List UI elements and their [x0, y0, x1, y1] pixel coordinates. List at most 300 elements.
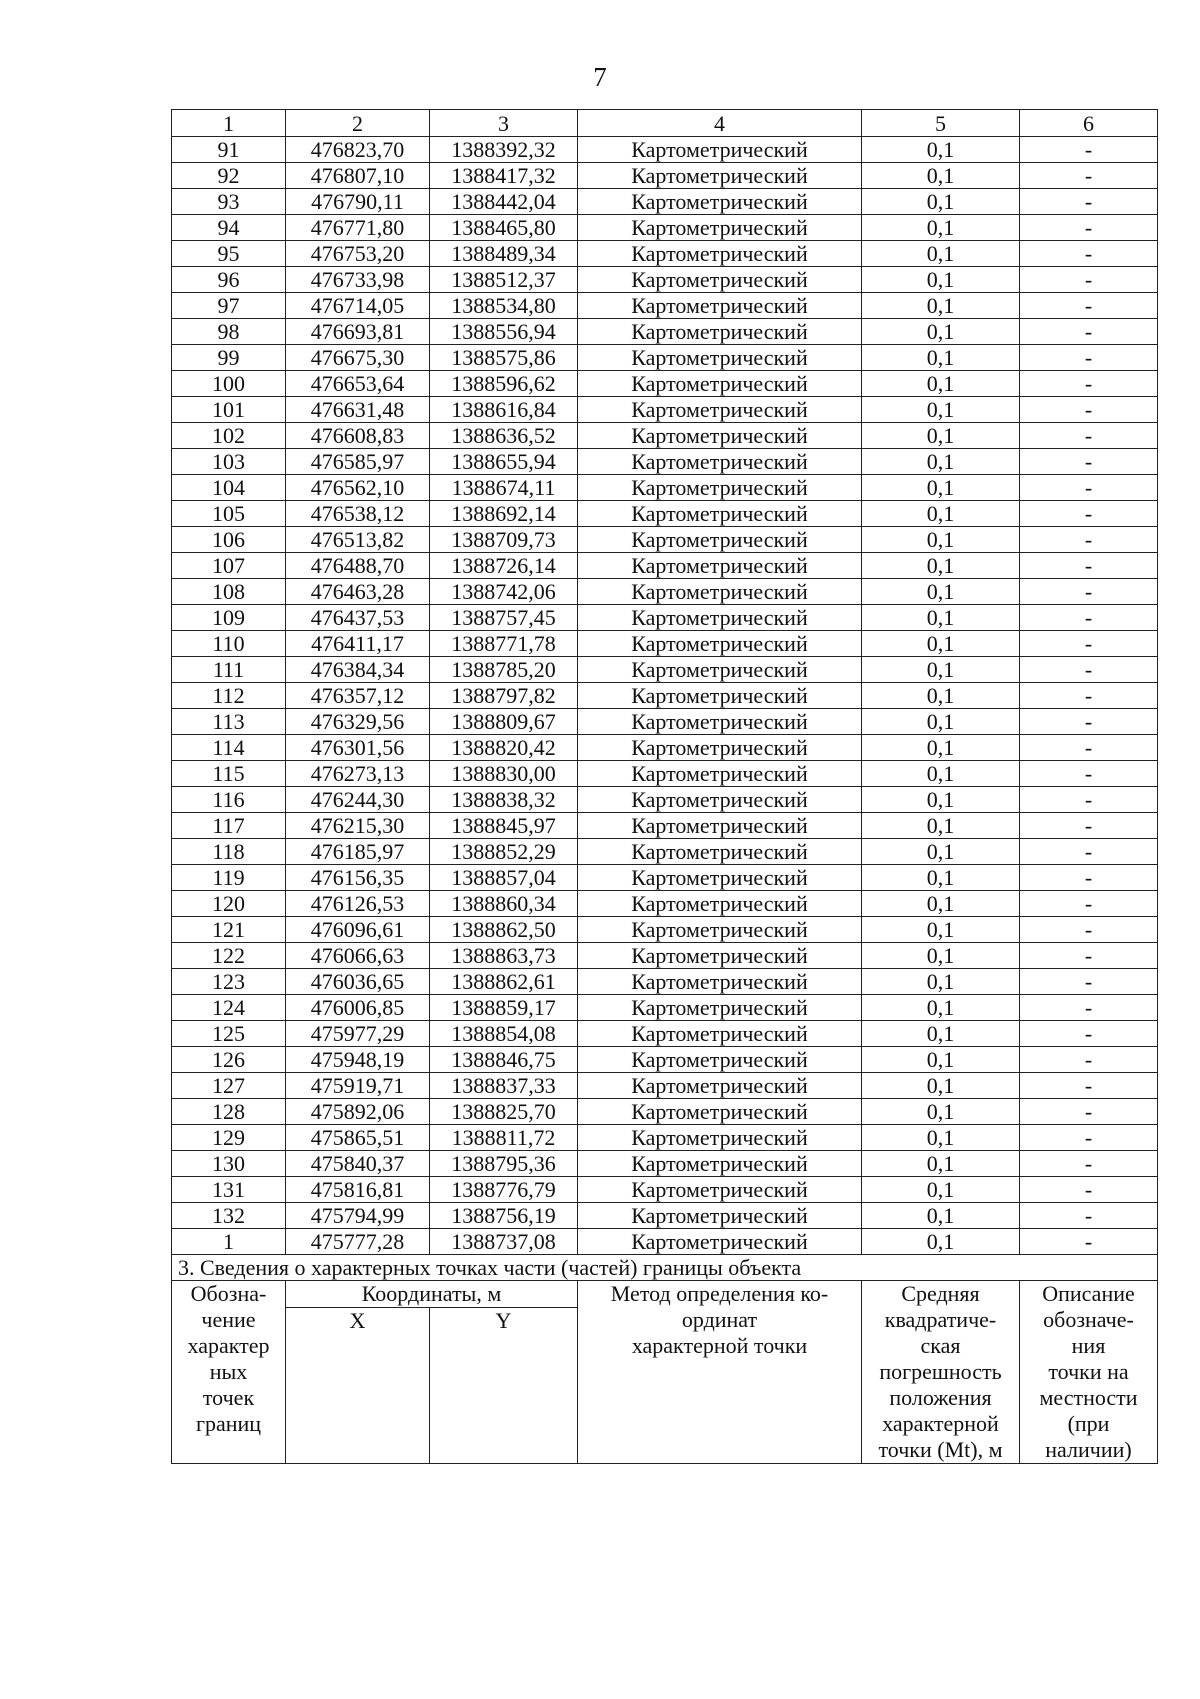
method: Картометрический	[578, 1021, 862, 1047]
y-coordinate: 1388825,70	[430, 1099, 578, 1125]
description: -	[1020, 1099, 1158, 1125]
table-row	[172, 683, 1158, 709]
method: Картометрический	[578, 579, 862, 605]
mean-error: 0,1	[862, 553, 1020, 579]
x-coordinate: 475865,51	[286, 1125, 430, 1151]
x-coordinate: 475977,29	[286, 1021, 430, 1047]
point-number: 111	[172, 657, 286, 683]
description: -	[1020, 813, 1158, 839]
method: Картометрический	[578, 163, 862, 189]
x-coordinate: 476301,56	[286, 735, 430, 761]
description: -	[1020, 761, 1158, 787]
description: -	[1020, 1125, 1158, 1151]
point-number: 123	[172, 969, 286, 995]
table-row	[172, 657, 1158, 683]
method: Картометрический	[578, 449, 862, 475]
mt-header: Средняя квадратиче- ская погрешность положения характерной точки (Mt), м	[862, 1281, 1020, 1464]
x-coordinate: 476631,48	[286, 397, 430, 423]
table-row	[172, 345, 1158, 371]
mean-error: 0,1	[862, 1229, 1020, 1255]
mean-error: 0,1	[862, 969, 1020, 995]
x-coordinate: 476753,20	[286, 241, 430, 267]
description: -	[1020, 917, 1158, 943]
table-row	[172, 371, 1158, 397]
x-coordinate: 475777,28	[286, 1229, 430, 1255]
point-number: 108	[172, 579, 286, 605]
description: -	[1020, 397, 1158, 423]
method: Картометрический	[578, 1203, 862, 1229]
description: -	[1020, 189, 1158, 215]
x-coordinate: 476675,30	[286, 345, 430, 371]
description: -	[1020, 215, 1158, 241]
method: Картометрический	[578, 1229, 862, 1255]
y-coordinate: 1388417,32	[430, 163, 578, 189]
mean-error: 0,1	[862, 241, 1020, 267]
y-coordinate: 1388655,94	[430, 449, 578, 475]
point-number: 131	[172, 1177, 286, 1203]
table-row	[172, 761, 1158, 787]
description: -	[1020, 605, 1158, 631]
table-row	[172, 241, 1158, 267]
table-row	[172, 995, 1158, 1021]
mean-error: 0,1	[862, 189, 1020, 215]
method: Картометрический	[578, 501, 862, 527]
point-number: 98	[172, 319, 286, 345]
x-coordinate: 476513,82	[286, 527, 430, 553]
mean-error: 0,1	[862, 995, 1020, 1021]
mean-error: 0,1	[862, 527, 1020, 553]
column-number: 5	[862, 110, 1020, 137]
table-row	[172, 449, 1158, 475]
description: -	[1020, 423, 1158, 449]
point-number: 100	[172, 371, 286, 397]
x-coordinate: 476244,30	[286, 787, 430, 813]
table-row	[172, 891, 1158, 917]
method: Картометрический	[578, 709, 862, 735]
point-number: 103	[172, 449, 286, 475]
method: Картометрический	[578, 1047, 862, 1073]
mean-error: 0,1	[862, 865, 1020, 891]
mean-error: 0,1	[862, 1099, 1020, 1125]
mean-error: 0,1	[862, 215, 1020, 241]
x-coordinate: 476733,98	[286, 267, 430, 293]
mean-error: 0,1	[862, 709, 1020, 735]
mean-error: 0,1	[862, 761, 1020, 787]
method: Картометрический	[578, 1151, 862, 1177]
mean-error: 0,1	[862, 397, 1020, 423]
section-3-title-row	[172, 1255, 1158, 1281]
point-number: 93	[172, 189, 286, 215]
description: -	[1020, 995, 1158, 1021]
point-number: 99	[172, 345, 286, 371]
method: Картометрический	[578, 917, 862, 943]
table-row	[172, 319, 1158, 345]
table-row	[172, 1125, 1158, 1151]
description: -	[1020, 293, 1158, 319]
column-number-row	[172, 110, 1158, 137]
table-row	[172, 1203, 1158, 1229]
method: Картометрический	[578, 657, 862, 683]
mean-error: 0,1	[862, 1073, 1020, 1099]
x-coordinate: 475892,06	[286, 1099, 430, 1125]
y-coordinate: 1388534,80	[430, 293, 578, 319]
point-number: 92	[172, 163, 286, 189]
description: -	[1020, 1021, 1158, 1047]
y-coordinate: 1388862,50	[430, 917, 578, 943]
table-row	[172, 215, 1158, 241]
table-row	[172, 1073, 1158, 1099]
x-coordinate: 475948,19	[286, 1047, 430, 1073]
mean-error: 0,1	[862, 735, 1020, 761]
point-number: 94	[172, 215, 286, 241]
y-coordinate: 1388512,37	[430, 267, 578, 293]
description: -	[1020, 579, 1158, 605]
description: -	[1020, 345, 1158, 371]
method: Картометрический	[578, 631, 862, 657]
y-coordinate: 1388726,14	[430, 553, 578, 579]
x-coordinate: 476463,28	[286, 579, 430, 605]
table-row	[172, 293, 1158, 319]
table-row	[172, 267, 1158, 293]
table-row	[172, 735, 1158, 761]
x-coordinate: 476357,12	[286, 683, 430, 709]
mean-error: 0,1	[862, 891, 1020, 917]
description: -	[1020, 839, 1158, 865]
point-number: 121	[172, 917, 286, 943]
point-number: 110	[172, 631, 286, 657]
y-coordinate: 1388830,00	[430, 761, 578, 787]
y-coordinate: 1388852,29	[430, 839, 578, 865]
description: -	[1020, 683, 1158, 709]
description: -	[1020, 241, 1158, 267]
mean-error: 0,1	[862, 579, 1020, 605]
point-number: 127	[172, 1073, 286, 1099]
mean-error: 0,1	[862, 605, 1020, 631]
description: -	[1020, 943, 1158, 969]
mean-error: 0,1	[862, 787, 1020, 813]
y-coordinate: 1388771,78	[430, 631, 578, 657]
x-coordinate: 476411,17	[286, 631, 430, 657]
description: -	[1020, 631, 1158, 657]
y-coordinate: 1388785,20	[430, 657, 578, 683]
point-number: 115	[172, 761, 286, 787]
description: -	[1020, 1229, 1158, 1255]
method: Картометрический	[578, 995, 862, 1021]
x-coordinate: 476807,10	[286, 163, 430, 189]
method: Картометрический	[578, 527, 862, 553]
method: Картометрический	[578, 267, 862, 293]
point-number: 104	[172, 475, 286, 501]
x-coordinate: 475840,37	[286, 1151, 430, 1177]
y-coordinate: 1388859,17	[430, 995, 578, 1021]
point-number: 124	[172, 995, 286, 1021]
table-row	[172, 1151, 1158, 1177]
description: -	[1020, 787, 1158, 813]
point-number: 119	[172, 865, 286, 891]
x-coordinate: 476329,56	[286, 709, 430, 735]
description: -	[1020, 527, 1158, 553]
x-coordinate: 476585,97	[286, 449, 430, 475]
description: -	[1020, 501, 1158, 527]
table-row	[172, 787, 1158, 813]
point-number: 95	[172, 241, 286, 267]
point-number: 109	[172, 605, 286, 631]
x-coordinate: 476562,10	[286, 475, 430, 501]
y-coordinate: 1388737,08	[430, 1229, 578, 1255]
point-number: 106	[172, 527, 286, 553]
y-coordinate: 1388465,80	[430, 215, 578, 241]
method: Картометрический	[578, 839, 862, 865]
y-coordinate: 1388797,82	[430, 683, 578, 709]
y-coordinate: 1388757,45	[430, 605, 578, 631]
x-coordinate: 476006,85	[286, 995, 430, 1021]
y-coordinate: 1388756,19	[430, 1203, 578, 1229]
mean-error: 0,1	[862, 1151, 1020, 1177]
description: -	[1020, 1151, 1158, 1177]
column-number: 2	[286, 110, 430, 137]
description: -	[1020, 1047, 1158, 1073]
table-row	[172, 631, 1158, 657]
y-coordinate: 1388742,06	[430, 579, 578, 605]
method: Картометрический	[578, 371, 862, 397]
table-row	[172, 917, 1158, 943]
mean-error: 0,1	[862, 345, 1020, 371]
x-coordinate: 476790,11	[286, 189, 430, 215]
x-coordinate: 476771,80	[286, 215, 430, 241]
mean-error: 0,1	[862, 293, 1020, 319]
method: Картометрический	[578, 943, 862, 969]
method: Картометрический	[578, 761, 862, 787]
x-coordinate: 476714,05	[286, 293, 430, 319]
x-coordinate: 476608,83	[286, 423, 430, 449]
table-row	[172, 969, 1158, 995]
method: Картометрический	[578, 683, 862, 709]
x-coordinate: 476096,61	[286, 917, 430, 943]
table-row	[172, 865, 1158, 891]
table-row	[172, 943, 1158, 969]
y-coordinate: 1388709,73	[430, 527, 578, 553]
mean-error: 0,1	[862, 943, 1020, 969]
table-row	[172, 527, 1158, 553]
y-coordinate: 1388442,04	[430, 189, 578, 215]
method: Картометрический	[578, 735, 862, 761]
column-number: 3	[430, 110, 578, 137]
method: Картометрический	[578, 293, 862, 319]
description: -	[1020, 1073, 1158, 1099]
y-coordinate: 1388837,33	[430, 1073, 578, 1099]
mean-error: 0,1	[862, 1125, 1020, 1151]
table-row	[172, 553, 1158, 579]
table-row	[172, 813, 1158, 839]
method: Картометрический	[578, 345, 862, 371]
point-number: 122	[172, 943, 286, 969]
y-coordinate: 1388776,79	[430, 1177, 578, 1203]
point-number: 105	[172, 501, 286, 527]
y-coordinate: 1388392,32	[430, 137, 578, 163]
mean-error: 0,1	[862, 371, 1020, 397]
table-row	[172, 423, 1158, 449]
point-number: 102	[172, 423, 286, 449]
method: Картометрический	[578, 319, 862, 345]
mean-error: 0,1	[862, 501, 1020, 527]
table-row	[172, 709, 1158, 735]
y-coordinate: 1388596,62	[430, 371, 578, 397]
point-number: 132	[172, 1203, 286, 1229]
x-coordinate: 476488,70	[286, 553, 430, 579]
description: -	[1020, 163, 1158, 189]
point-number: 126	[172, 1047, 286, 1073]
table-row	[172, 1099, 1158, 1125]
table-row	[172, 1177, 1158, 1203]
table-row	[172, 1229, 1158, 1255]
column-number: 1	[172, 110, 286, 137]
point-number: 118	[172, 839, 286, 865]
coordinates-header: Координаты, м	[286, 1281, 578, 1308]
y-coordinate: 1388862,61	[430, 969, 578, 995]
description: -	[1020, 891, 1158, 917]
description: -	[1020, 267, 1158, 293]
table-row	[172, 579, 1158, 605]
y-coordinate: 1388556,94	[430, 319, 578, 345]
section-3-title: 3. Сведения о характерных точках части (частей) границы объекта	[172, 1255, 1158, 1281]
point-number: 91	[172, 137, 286, 163]
x-coordinate: 476126,53	[286, 891, 430, 917]
mean-error: 0,1	[862, 839, 1020, 865]
method: Картометрический	[578, 1099, 862, 1125]
y-coordinate: 1388616,84	[430, 397, 578, 423]
x-coordinate: 476653,64	[286, 371, 430, 397]
y-coordinate: 1388820,42	[430, 735, 578, 761]
mean-error: 0,1	[862, 917, 1020, 943]
point-number: 114	[172, 735, 286, 761]
method: Картометрический	[578, 1177, 862, 1203]
point-number: 96	[172, 267, 286, 293]
x-coordinate: 476384,34	[286, 657, 430, 683]
mean-error: 0,1	[862, 475, 1020, 501]
point-number: 101	[172, 397, 286, 423]
table-row	[172, 501, 1158, 527]
point-number: 120	[172, 891, 286, 917]
boundary-points-table	[171, 109, 1158, 1464]
x-coordinate: 476823,70	[286, 137, 430, 163]
table-row	[172, 163, 1158, 189]
description-header: Описание обозначе- ния точки на местности (при наличии)	[1020, 1281, 1158, 1464]
method: Картометрический	[578, 397, 862, 423]
y-coordinate: 1388795,36	[430, 1151, 578, 1177]
table-row	[172, 605, 1158, 631]
method: Картометрический	[578, 137, 862, 163]
y-coordinate: 1388845,97	[430, 813, 578, 839]
y-coordinate: 1388863,73	[430, 943, 578, 969]
x-coordinate: 475919,71	[286, 1073, 430, 1099]
y-coordinate: 1388846,75	[430, 1047, 578, 1073]
point-number: 112	[172, 683, 286, 709]
x-coordinate: 476185,97	[286, 839, 430, 865]
table-row	[172, 475, 1158, 501]
mean-error: 0,1	[862, 631, 1020, 657]
y-coordinate: 1388692,14	[430, 501, 578, 527]
point-number: 107	[172, 553, 286, 579]
method: Картометрический	[578, 189, 862, 215]
method: Картометрический	[578, 891, 862, 917]
description: -	[1020, 553, 1158, 579]
designation-header: Обозна- чение характер ных точек границ	[172, 1281, 286, 1464]
description: -	[1020, 709, 1158, 735]
method: Картометрический	[578, 813, 862, 839]
method: Картометрический	[578, 1073, 862, 1099]
method: Картометрический	[578, 241, 862, 267]
x-coordinate: 476693,81	[286, 319, 430, 345]
description: -	[1020, 449, 1158, 475]
description: -	[1020, 1177, 1158, 1203]
description: -	[1020, 475, 1158, 501]
point-number: 97	[172, 293, 286, 319]
table-row	[172, 1047, 1158, 1073]
mean-error: 0,1	[862, 1177, 1020, 1203]
y-coordinate: 1388636,52	[430, 423, 578, 449]
column-number: 4	[578, 110, 862, 137]
table-row	[172, 137, 1158, 163]
point-number: 113	[172, 709, 286, 735]
table-row	[172, 189, 1158, 215]
y-coordinate: 1388575,86	[430, 345, 578, 371]
method: Картометрический	[578, 605, 862, 631]
mean-error: 0,1	[862, 1021, 1020, 1047]
y-coordinate: 1388811,72	[430, 1125, 578, 1151]
y-coordinate: 1388489,34	[430, 241, 578, 267]
mean-error: 0,1	[862, 1203, 1020, 1229]
y-coordinate: 1388857,04	[430, 865, 578, 891]
mean-error: 0,1	[862, 683, 1020, 709]
page-number: 7	[593, 62, 607, 92]
x-coordinate: 476036,65	[286, 969, 430, 995]
method: Картометрический	[578, 553, 862, 579]
method: Картометрический	[578, 787, 862, 813]
method: Картометрический	[578, 969, 862, 995]
method: Картометрический	[578, 423, 862, 449]
point-number: 129	[172, 1125, 286, 1151]
x-coordinate: 476273,13	[286, 761, 430, 787]
point-number: 130	[172, 1151, 286, 1177]
method: Картометрический	[578, 475, 862, 501]
method: Картометрический	[578, 215, 862, 241]
x-coordinate: 475816,81	[286, 1177, 430, 1203]
y-header: Y	[430, 1308, 578, 1464]
x-coordinate: 476215,30	[286, 813, 430, 839]
x-coordinate: 475794,99	[286, 1203, 430, 1229]
mean-error: 0,1	[862, 267, 1020, 293]
x-header: X	[286, 1308, 430, 1464]
x-coordinate: 476538,12	[286, 501, 430, 527]
description: -	[1020, 735, 1158, 761]
table-row	[172, 839, 1158, 865]
y-coordinate: 1388860,34	[430, 891, 578, 917]
description: -	[1020, 319, 1158, 345]
mean-error: 0,1	[862, 319, 1020, 345]
mean-error: 0,1	[862, 163, 1020, 189]
point-number: 117	[172, 813, 286, 839]
mean-error: 0,1	[862, 137, 1020, 163]
y-coordinate: 1388809,67	[430, 709, 578, 735]
point-number: 1	[172, 1229, 286, 1255]
mean-error: 0,1	[862, 657, 1020, 683]
table-row	[172, 1021, 1158, 1047]
x-coordinate: 476437,53	[286, 605, 430, 631]
method-header: Метод определения ко- ординат характерной точки	[578, 1281, 862, 1464]
mean-error: 0,1	[862, 423, 1020, 449]
description: -	[1020, 1203, 1158, 1229]
point-number: 116	[172, 787, 286, 813]
